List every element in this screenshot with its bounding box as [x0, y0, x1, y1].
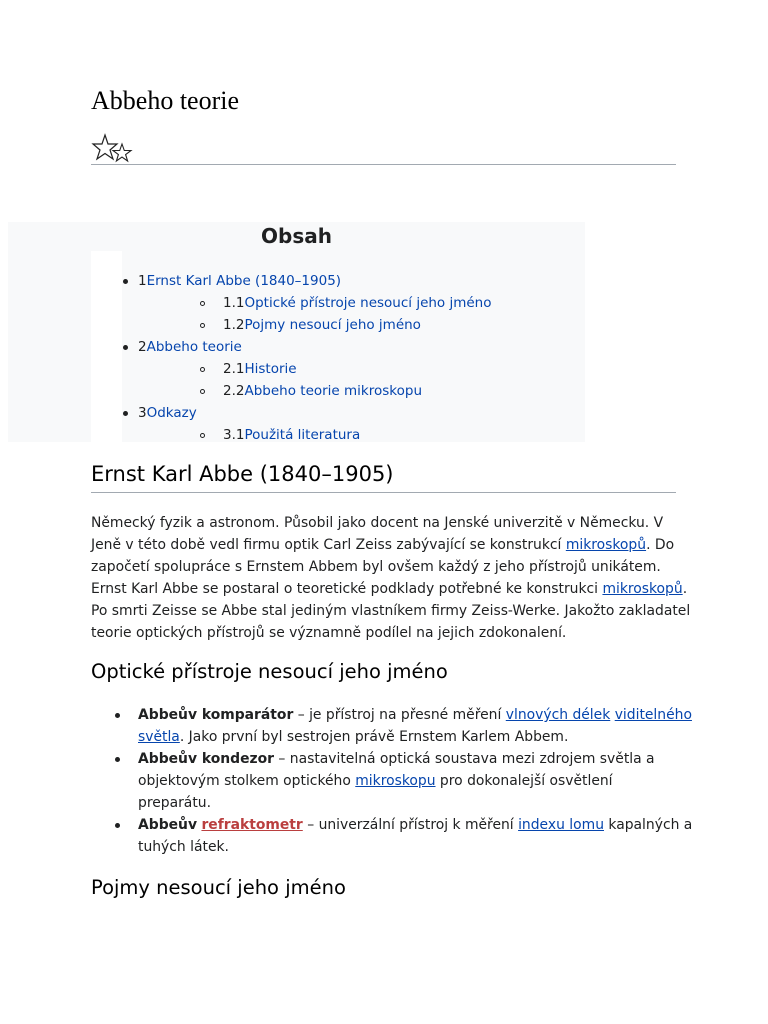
- toc-link[interactable]: Optické přístroje nesoucí jeho jméno: [244, 295, 492, 311]
- subsection-heading: Optické přístroje nesoucí jeho jméno: [91, 660, 448, 683]
- list-item: Abbeův refraktometr – univerzální přístroj k měření indexu lomu kapalných a tuhých látek.: [91, 814, 681, 858]
- bullet-icon: [115, 757, 120, 762]
- toc-item[interactable]: 1 Ernst Karl Abbe (1840–1905): [138, 273, 342, 289]
- toc-item[interactable]: 3 Odkazy: [138, 405, 197, 421]
- bullet-icon: [200, 389, 205, 394]
- bullet-icon: [123, 411, 128, 416]
- toc-item[interactable]: 2.2 Abbeho teorie mikroskopu: [223, 383, 423, 399]
- list-item: Abbeův kondezor – nastavitelná optická soustava mezi zdrojem světla a objektovým stolkem optického mikroskopu pro dokonalejší osvětlení preparátu.: [91, 748, 681, 814]
- toc-item[interactable]: 1.2 Pojmy nesoucí jeho jméno: [223, 317, 421, 333]
- redlink-refraktometr[interactable]: refraktometr: [201, 817, 303, 833]
- link-indexu-lomu[interactable]: indexu lomu: [518, 817, 604, 833]
- toc-link[interactable]: Použitá literatura: [244, 427, 361, 443]
- toc-item[interactable]: 2 Abbeho teorie: [138, 339, 242, 355]
- instrument-list: [91, 704, 693, 858]
- link-vlnovych-delek[interactable]: vlnových délek: [505, 707, 611, 723]
- bullet-icon: [200, 367, 205, 372]
- toc-item[interactable]: 1.1 Optické přístroje nesoucí jeho jméno: [223, 295, 492, 311]
- link-mikroskopu[interactable]: mikroskopů: [565, 537, 647, 553]
- rating-stars-icon[interactable]: [91, 131, 135, 163]
- paragraph: Německý fyzik a astronom. Působil jako docent na Jenské univerzitě v Německu. V Jeně v této době vedl firmu optik Carl Zeiss zabývající se konstrukcí mikroskopů. Do započetí spolupráce s Ernstem Abbem byl ovšem každý z jeho přístrojů unikátem. Ernst Karl Abbe se postaral o teoretické podklady potřebné ke konstrukci mikroskopů. Po smrti Zeisse se Abbe stal jediným vlastníkem firmy Zeiss-Werke. Jakožto zakladatel teorie optických přístrojů se významně podílel na jejich zdokonalení.: [91, 515, 691, 641]
- bullet-icon: [123, 279, 128, 284]
- section-divider: [91, 492, 676, 493]
- toc-link[interactable]: Pojmy nesoucí jeho jméno: [244, 317, 421, 333]
- toc-link[interactable]: Ernst Karl Abbe (1840–1905): [146, 273, 342, 289]
- toc-item[interactable]: 2.1 Historie: [223, 361, 297, 377]
- link-viditelneho[interactable]: viditelného: [614, 707, 692, 723]
- toc-heading: Obsah: [261, 224, 332, 248]
- link-mikroskopu[interactable]: mikroskopů: [602, 581, 683, 597]
- bullet-icon: [115, 823, 120, 828]
- bullet-icon: [115, 713, 120, 718]
- star-large-icon: [93, 135, 117, 159]
- toc-link[interactable]: Historie: [244, 361, 297, 377]
- bullet-icon: [123, 345, 128, 350]
- toc-link[interactable]: Abbeho teorie: [146, 339, 242, 355]
- bullet-icon: [200, 323, 205, 328]
- page-title: Abbeho teorie: [91, 86, 240, 115]
- toc-link[interactable]: Odkazy: [146, 405, 197, 421]
- subsection-heading: Pojmy nesoucí jeho jméno: [91, 876, 346, 899]
- toc-item[interactable]: 3.1 Použitá literatura: [223, 427, 361, 443]
- bullet-icon: [200, 301, 205, 306]
- star-small-icon: [113, 144, 131, 161]
- section-heading: Ernst Karl Abbe (1840–1905): [91, 462, 394, 486]
- bullet-icon: [200, 433, 205, 438]
- list-item: Abbeův komparátor – je přístroj na přesné měření vlnových délek viditelného světla. Jako první byl sestrojen právě Ernstem Karlem Abbem.: [91, 704, 681, 748]
- link-mikroskopu[interactable]: mikroskopu: [355, 773, 436, 789]
- toc-link[interactable]: Abbeho teorie mikroskopu: [244, 383, 423, 399]
- title-divider: [91, 164, 676, 165]
- link-svetla[interactable]: světla: [138, 729, 180, 745]
